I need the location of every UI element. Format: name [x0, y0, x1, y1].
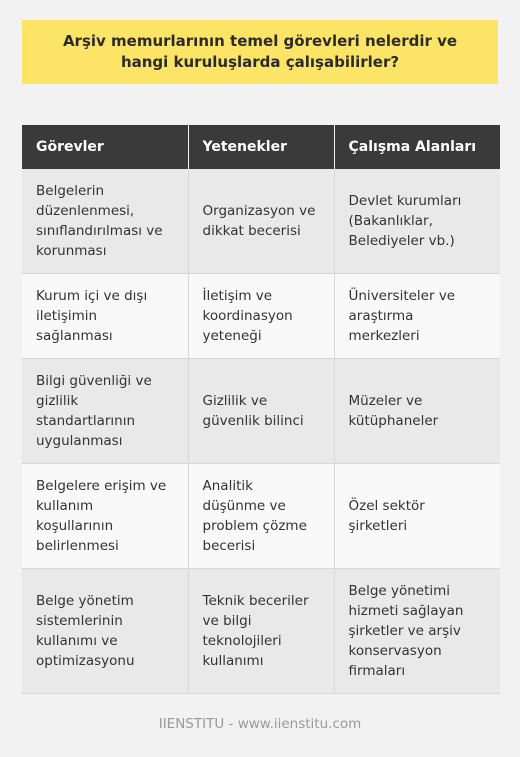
- duties-table: [22, 125, 500, 694]
- page-title: Arşiv memurlarının temel görevleri nelerdir ve hangi kuruluşlarda çalışabilirler?: [62, 32, 458, 71]
- header-gorevler: Görevler: [22, 125, 188, 169]
- table-cell-duty: Kurum içi ve dışı iletişimin sağlanması: [22, 274, 188, 359]
- table-row: [22, 274, 500, 359]
- table-cell-duty: Belgelerin düzenlenmesi, sınıflandırılması ve korunması: [22, 169, 188, 274]
- table-cell-duty: Bilgi güvenliği ve gizlilik standartlarının uygulanması: [22, 359, 188, 464]
- table-header-row: [22, 125, 500, 169]
- table-row: [22, 464, 500, 569]
- table-row: [22, 169, 500, 274]
- table-cell-duty: Belge yönetim sistemlerinin kullanımı ve optimizasyonu: [22, 569, 188, 694]
- table-row: [22, 359, 500, 464]
- table-cell-workplace: Devlet kurumları (Bakanlıklar, Belediyeler vb.): [334, 169, 500, 274]
- table-cell-skill: Teknik beceriler ve bilgi teknolojileri kullanımı: [188, 569, 334, 694]
- table-cell-skill: Organizasyon ve dikkat becerisi: [188, 169, 334, 274]
- header-calisma-alanlari: Çalışma Alanları: [334, 125, 500, 169]
- table-cell-workplace: Belge yönetimi hizmeti sağlayan şirketler ve arşiv konservasyon firmaları: [334, 569, 500, 694]
- table-cell-skill: Analitik düşünme ve problem çözme becerisi: [188, 464, 334, 569]
- title-banner: [22, 20, 498, 84]
- header-yetenekler: Yetenekler: [188, 125, 334, 169]
- footer-credit: IIENSTITU - www.iienstitu.com: [158, 716, 362, 732]
- table-cell-workplace: Özel sektör şirketleri: [334, 464, 500, 569]
- table-cell-workplace: Müzeler ve kütüphaneler: [334, 359, 500, 464]
- table-row: [22, 569, 500, 694]
- table-cell-skill: İletişim ve koordinasyon yeteneği: [188, 274, 334, 359]
- table-cell-skill: Gizlilik ve güvenlik bilinci: [188, 359, 334, 464]
- table-cell-duty: Belgelere erişim ve kullanım koşullarının belirlenmesi: [22, 464, 188, 569]
- table-cell-workplace: Üniversiteler ve araştırma merkezleri: [334, 274, 500, 359]
